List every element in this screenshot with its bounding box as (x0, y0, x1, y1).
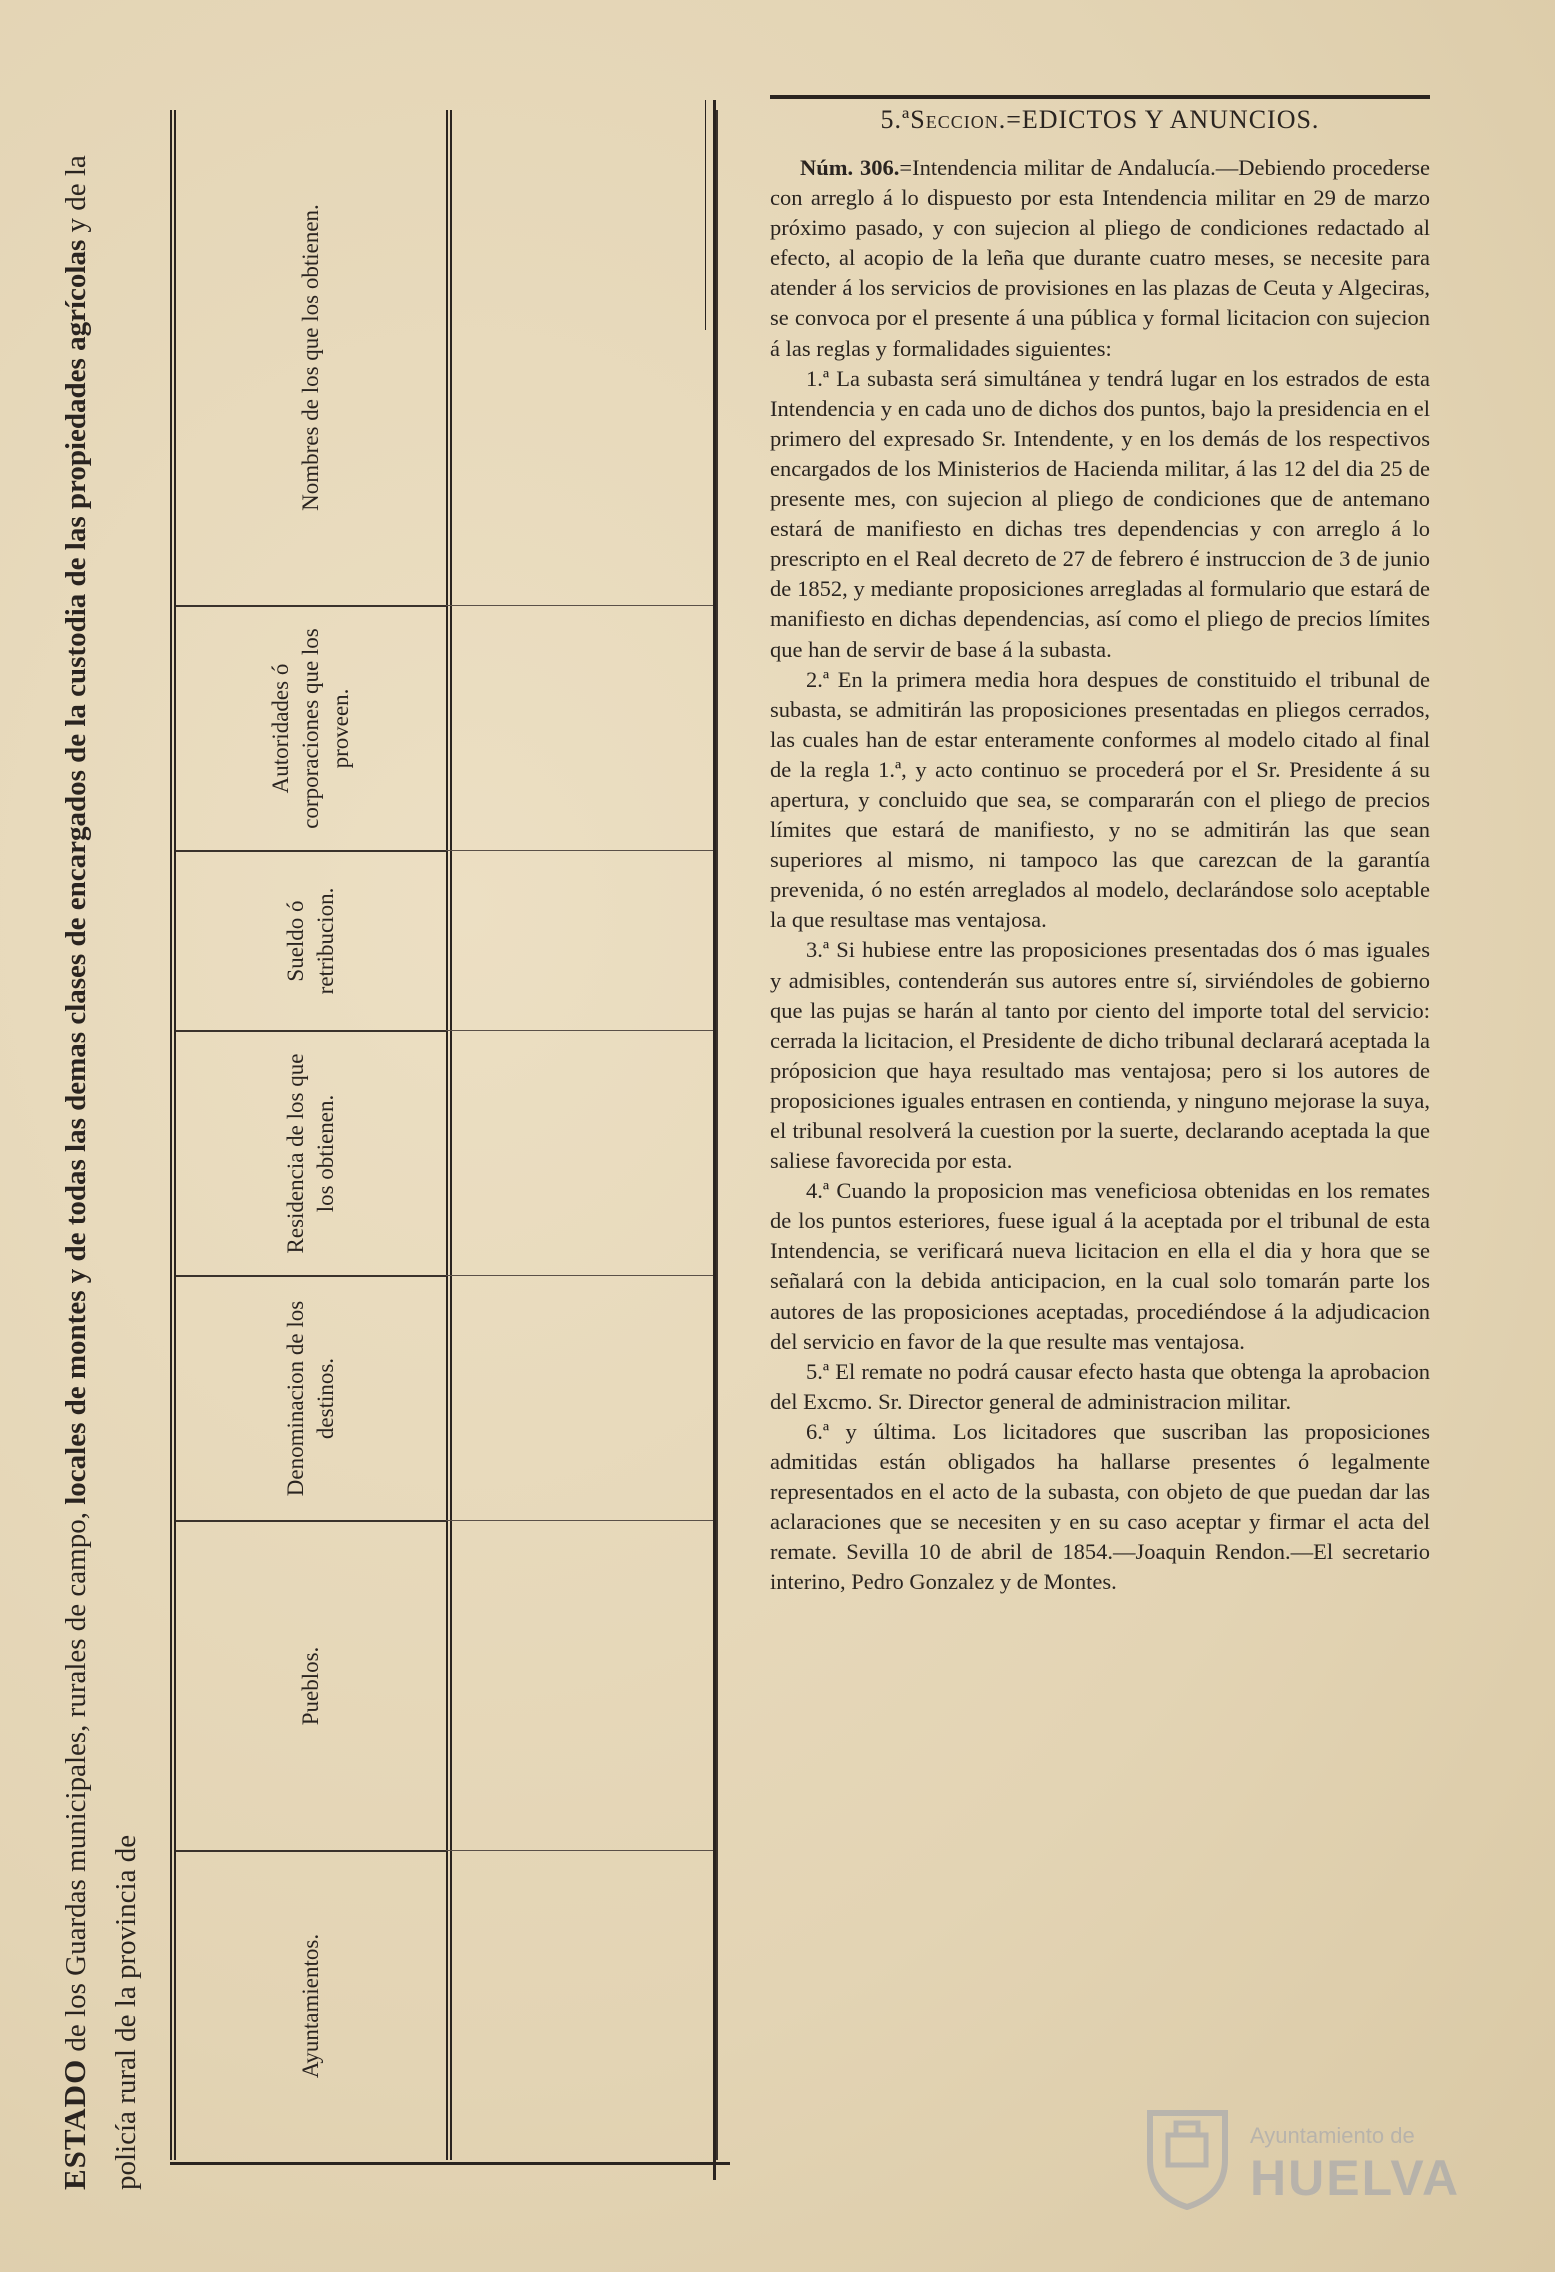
paragraph-text: y última. Los licitadores que suscriban las proposiciones admitidas están obligados ha hallarse presentes ó legalmente representados en el acto de la subasta, con objeto de que puedan dar las aclaraciones que se necesiten y en su caso aceptar y firmar el acta del remate. Sevilla 10 de abril de 1854.—Joaquin Rendon.—El secretario interino, Pedro Gonzalez y de Montes. (770, 1418, 1430, 1595)
paragraph-text: =Intendencia militar de Andalucía.—Debiendo procederse con arreglo á lo dispuesto por esta Intendencia militar en 29 de marzo próximo pasado, y con sujecion al pliego de condiciones redactado al efecto, al acopio de la leña que durante cuatro meses, se necesite para atender á los servicios de provisiones en las plazas de Ceuta y Algeciras, se convoca por el presente á una pública y formal licitacion con sujecion á las reglas y formalidades siguientes: (770, 155, 1430, 361)
paragraph-rule-4 (770, 1176, 1430, 1357)
table-title-part-1: ESTADO (57, 2058, 92, 2190)
rotated-table-wrapper (50, 90, 730, 2190)
table-body-row (446, 110, 718, 2160)
table-cell (446, 1520, 716, 1850)
paragraph-lead: 5.ª (806, 1358, 830, 1384)
table-cell (446, 110, 716, 605)
table-cell (446, 605, 716, 850)
watermark-line-2: HUELVA (1250, 2150, 1461, 2206)
paragraph-rule-3 (770, 935, 1430, 1176)
paragraph-text: El remate no podrá causar efecto hasta que obtenga la aprobacion del Excmo. Sr. Director general de administracion militar. (770, 1358, 1430, 1414)
paragraph-intro (770, 153, 1430, 364)
edicts-column (770, 95, 1430, 1598)
section-top-rule (770, 95, 1430, 99)
table-cell (446, 1030, 716, 1275)
section-number: 5.ª (880, 105, 911, 134)
paragraph-text: Si hubiese entre las proposiciones presentadas dos ó mas iguales y admisibles, contenderán sus autores entre sí, sirviéndoles de gobierno que las pujas se harán al tanto por ciento del importe total del servicio: cerrada la licitacion, el Presidente de dicho tribunal declarará aceptada la próposicion que haya resultado mas ventajosa; pero si los autores de proposiciones iguales entrasen en contienda, y ninguno mejorase la suya, el tribunal resolverá la cuestion por la suerte, declarando aceptada la que saliese favorecida por esta. (770, 937, 1430, 1174)
column-header-ayuntamientos: Ayuntamientos. (176, 1850, 446, 2160)
guards-table (50, 90, 730, 2190)
paragraph-lead: 6.ª (806, 1418, 830, 1444)
paragraph-text: En la primera media hora despues de constituido el tribunal de subasta, se admitirán las proposiciones presentadas en pliegos cerrados, las cuales han de estar enteramente conformes al modelo citado al final de la regla 1.ª, y acto continuo se procederá por el Sr. Presidente á su apertura, y concluido que sea, se compararán con el pliego de precios límites que estará de manifiesto, y no se admitirán las que sean superiores al mismo, ni tampoco las que carezcan de la garantía prevenida, ó no estén arreglados al modelo, declarándose solo aceptable la que resultase mas ventajosa. (770, 666, 1430, 933)
paragraph-rule-6 (770, 1417, 1430, 1598)
column-header-sueldo: Sueldo ó retribucion. (176, 850, 446, 1030)
table-title-part-2: de los Guardas municipales, rurales de campo, (60, 1504, 92, 2059)
paragraph-lead: 4.ª (806, 1178, 830, 1204)
paragraph-lead: 1.ª (806, 365, 830, 391)
column-header-nombres: Nombres de los que los obtienen. (298, 204, 323, 511)
column-header-pueblos: Pueblos. (176, 1520, 446, 1850)
paragraph-rule-2 (770, 665, 1430, 936)
paragraph-rule-1 (770, 364, 1430, 665)
table-cell (446, 1275, 716, 1520)
section-title: .=EDICTOS Y ANUNCIOS. (998, 105, 1320, 134)
table-cell (446, 850, 716, 1030)
table-header-row (170, 110, 452, 2160)
column-header-denominacion: Denominacion de los destinos. (176, 1275, 446, 1520)
column-header-residencia: Residencia de los que los obtienen. (176, 1030, 446, 1275)
table-title (50, 110, 190, 2190)
section-word: Seccion (910, 105, 999, 134)
paragraph-text: La subasta será simultánea y tendrá lugar en los estrados de esta Intendencia y en cada uno de dichos dos puntos, bajo la presidencia en el primero del expresado Sr. Intendente, y en los demás de los respectivos encargados de los Ministerios de Hacienda militar, á las 12 del dia 25 de presente mes, con sujecion al pliego de condiciones que de antemano estará de manifiesto en dichas tres dependencias y con arreglo á lo prescripto en el Real decreto de 27 de febrero é instruccion de 3 de junio de 1852, y mediante proposiciones arregladas al formulario que estará de manifiesto en dichas dependencias, así como el pliego de precios límites que han de servir de base á la subasta. (770, 365, 1430, 662)
table-title-part-3: locales de montes y de todas las demas clases de encargados de la custodia de las propiedades agrícolas (60, 239, 92, 1505)
paragraph-text: Cuando la proposicion mas veneficiosa obtenidas en los remates de los puntos esteriores, fuese igual á la aceptada por el tribunal de esta Intendencia, se verificará nueva licitacion en ella el dia y hora que se señalará con la debida anticipacion, en la cual solo tomarán parte los autores de las proposiciones aceptadas, procediéndose á la adjudicacion del servicio en favor de la que resulte mas ventajosa. (770, 1178, 1430, 1354)
column-header-autoridades: Autoridades ó corporaciones que los proveen. (176, 605, 446, 850)
city-shield-icon (1140, 2105, 1235, 2210)
paragraph-lead: Núm. 306. (800, 155, 900, 180)
watermark-line-1: Ayuntamiento de (1250, 2123, 1415, 2148)
watermark (1140, 2105, 1480, 2215)
table-title-part-4: y de la policía rural de la provincia de (60, 155, 142, 2190)
paragraph-lead: 3.ª (806, 937, 830, 963)
paragraph-rule-5 (770, 1357, 1430, 1417)
column-divider (713, 100, 716, 2180)
table-cell (446, 1850, 716, 2160)
column-divider-thin (705, 100, 706, 330)
paragraph-lead: 2.ª (806, 666, 830, 692)
table-bottom-rule (170, 2162, 730, 2165)
section-heading (770, 105, 1430, 135)
